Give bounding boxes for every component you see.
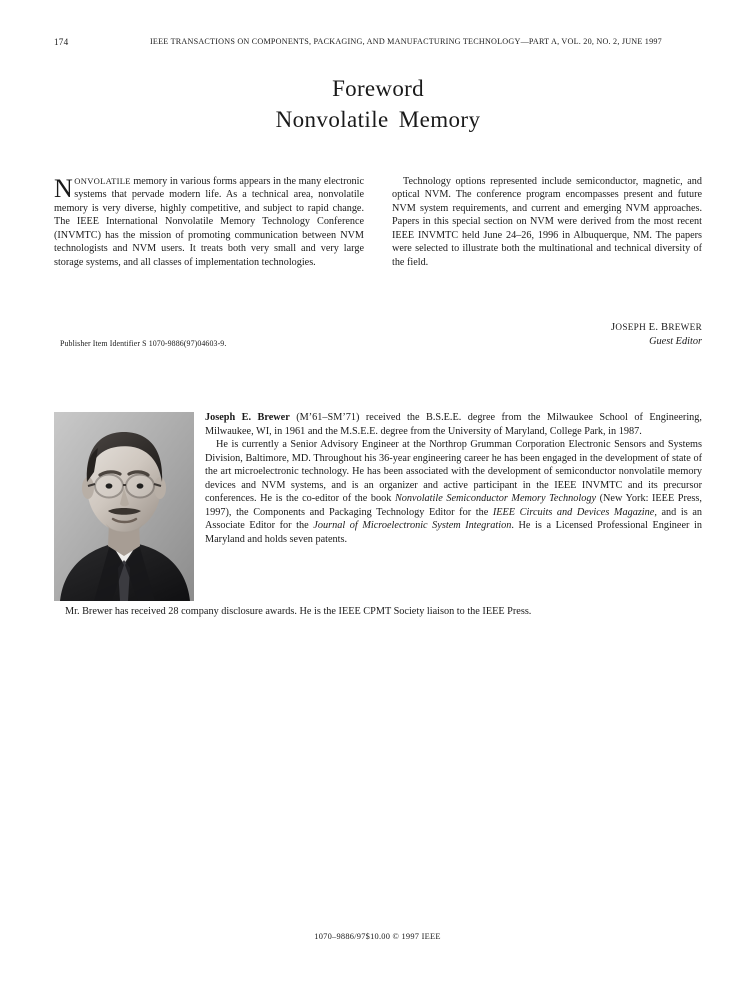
foreword-columns — [54, 175, 702, 310]
drop-cap-letter: N — [54, 174, 73, 203]
biography-text — [205, 411, 702, 546]
sig-middle-initial: E. — [648, 322, 659, 333]
foreword-paragraph-right: Technology options represented include semiconductor, magnetic, and optical NVM. The conference program encompasses present and future NVM system requirements, and current and emerging NVM approaches. Papers in this special section on NVM were derived from the most recent IEEE INVMTC held June 24–26, 1996 in Albuquerque, NM. The papers were selected to illustrate both the multinational and technical diversity of the field. — [392, 176, 702, 268]
sig-brewer-rest: REWER — [668, 322, 702, 332]
bio-book-title: Nonvolatile Semiconductor Memory Technology — [394, 493, 597, 504]
small-caps-run: ONVOLATILE — [74, 176, 131, 186]
bio-paragraph-1 — [205, 411, 702, 438]
bio-paragraph-2 — [205, 438, 702, 546]
page-footer — [0, 932, 755, 941]
sig-initial-j: J — [610, 322, 616, 333]
title-foreword: Foreword — [332, 76, 424, 101]
bio-journal-title: Journal of Microelectronic System Integration — [313, 520, 512, 531]
bio-career-part-3: , and is an Associate Editor for the — [205, 506, 703, 531]
signature-block — [442, 320, 702, 349]
foreword-paragraph-left — [54, 175, 364, 269]
foreword-left-body: memory in various forms appears in the many electronic systems that pervade modern life. As a technical area, nonvolatile memory is very diverse, highly competitive, and subject to rapid change. The IEEE International Nonvolatile Memory Technology Conference (INVMTC) has the mission of promoting communication between NVM technologists and NVM users. It treats both very small and very large storage systems, and all classes of implementation technologies. — [54, 176, 364, 268]
publisher-item-identifier: Publisher Item Identifier S 1070-9886(97)04603-9. — [60, 339, 227, 348]
foreword-column-left — [54, 175, 364, 269]
bio-career-part-1: He is currently a Senior Advisory Engineer at the Northrop Grumman Corporation Electronic Sensors and Systems Division, Baltimore, MD. Throughout his 36-year engineering career he has been engaged in the development of state of the art microelectronic technology. He has been associated with the development of semiconductor nonvolatile memory devices and NVM systems, and is an organizer and active participant in the IEEE INVMTC and its precursor conferences. He is the co-editor of the book — [205, 439, 702, 504]
page-title — [54, 74, 702, 136]
page-number: 174 — [54, 37, 69, 47]
running-head — [54, 35, 702, 49]
foreword-column-right — [392, 175, 702, 269]
bio-career-part-4: . He is a Licensed Professional Engineer in Maryland and holds seven patents. — [205, 520, 702, 545]
journal-title-line: IEEE TRANSACTIONS ON COMPONENTS, PACKAGING, AND MANUFACTURING TECHNOLOGY—PART A, VOL. 20, NO. 2, JUNE 1997 — [150, 37, 662, 46]
guest-editor-role: Guest Editor — [649, 336, 702, 347]
title-subject: Nonvolatile Memory — [275, 107, 481, 132]
bio-career-part-2: (New York: IEEE Press, 1997), the Components and Packaging Technology Editor for the — [205, 493, 702, 518]
guest-editor-name — [442, 320, 702, 335]
bio-final-line: Mr. Brewer has received 28 company disclosure awards. He is the IEEE CPMT Society liaison to the IEEE Press. — [65, 606, 532, 617]
copyright-line: 1070–9886/97$10.00 © 1997 IEEE — [314, 932, 441, 941]
author-portrait-photo — [54, 412, 194, 601]
sig-joseph-rest: OSEPH — [615, 322, 647, 332]
bio-membership-text: (M’61–SM’71) received the B.S.E.E. degree from the Milwaukee School of Engineering, Milwaukee, WI, in 1961 and the M.S.E.E. degree from the University of Maryland, College Park, in 1987. — [205, 412, 702, 437]
sig-initial-b: B — [660, 322, 669, 333]
bio-author-name: Joseph E. Brewer — [205, 412, 290, 423]
bio-magazine-title: IEEE Circuits and Devices Magazine — [492, 506, 655, 518]
